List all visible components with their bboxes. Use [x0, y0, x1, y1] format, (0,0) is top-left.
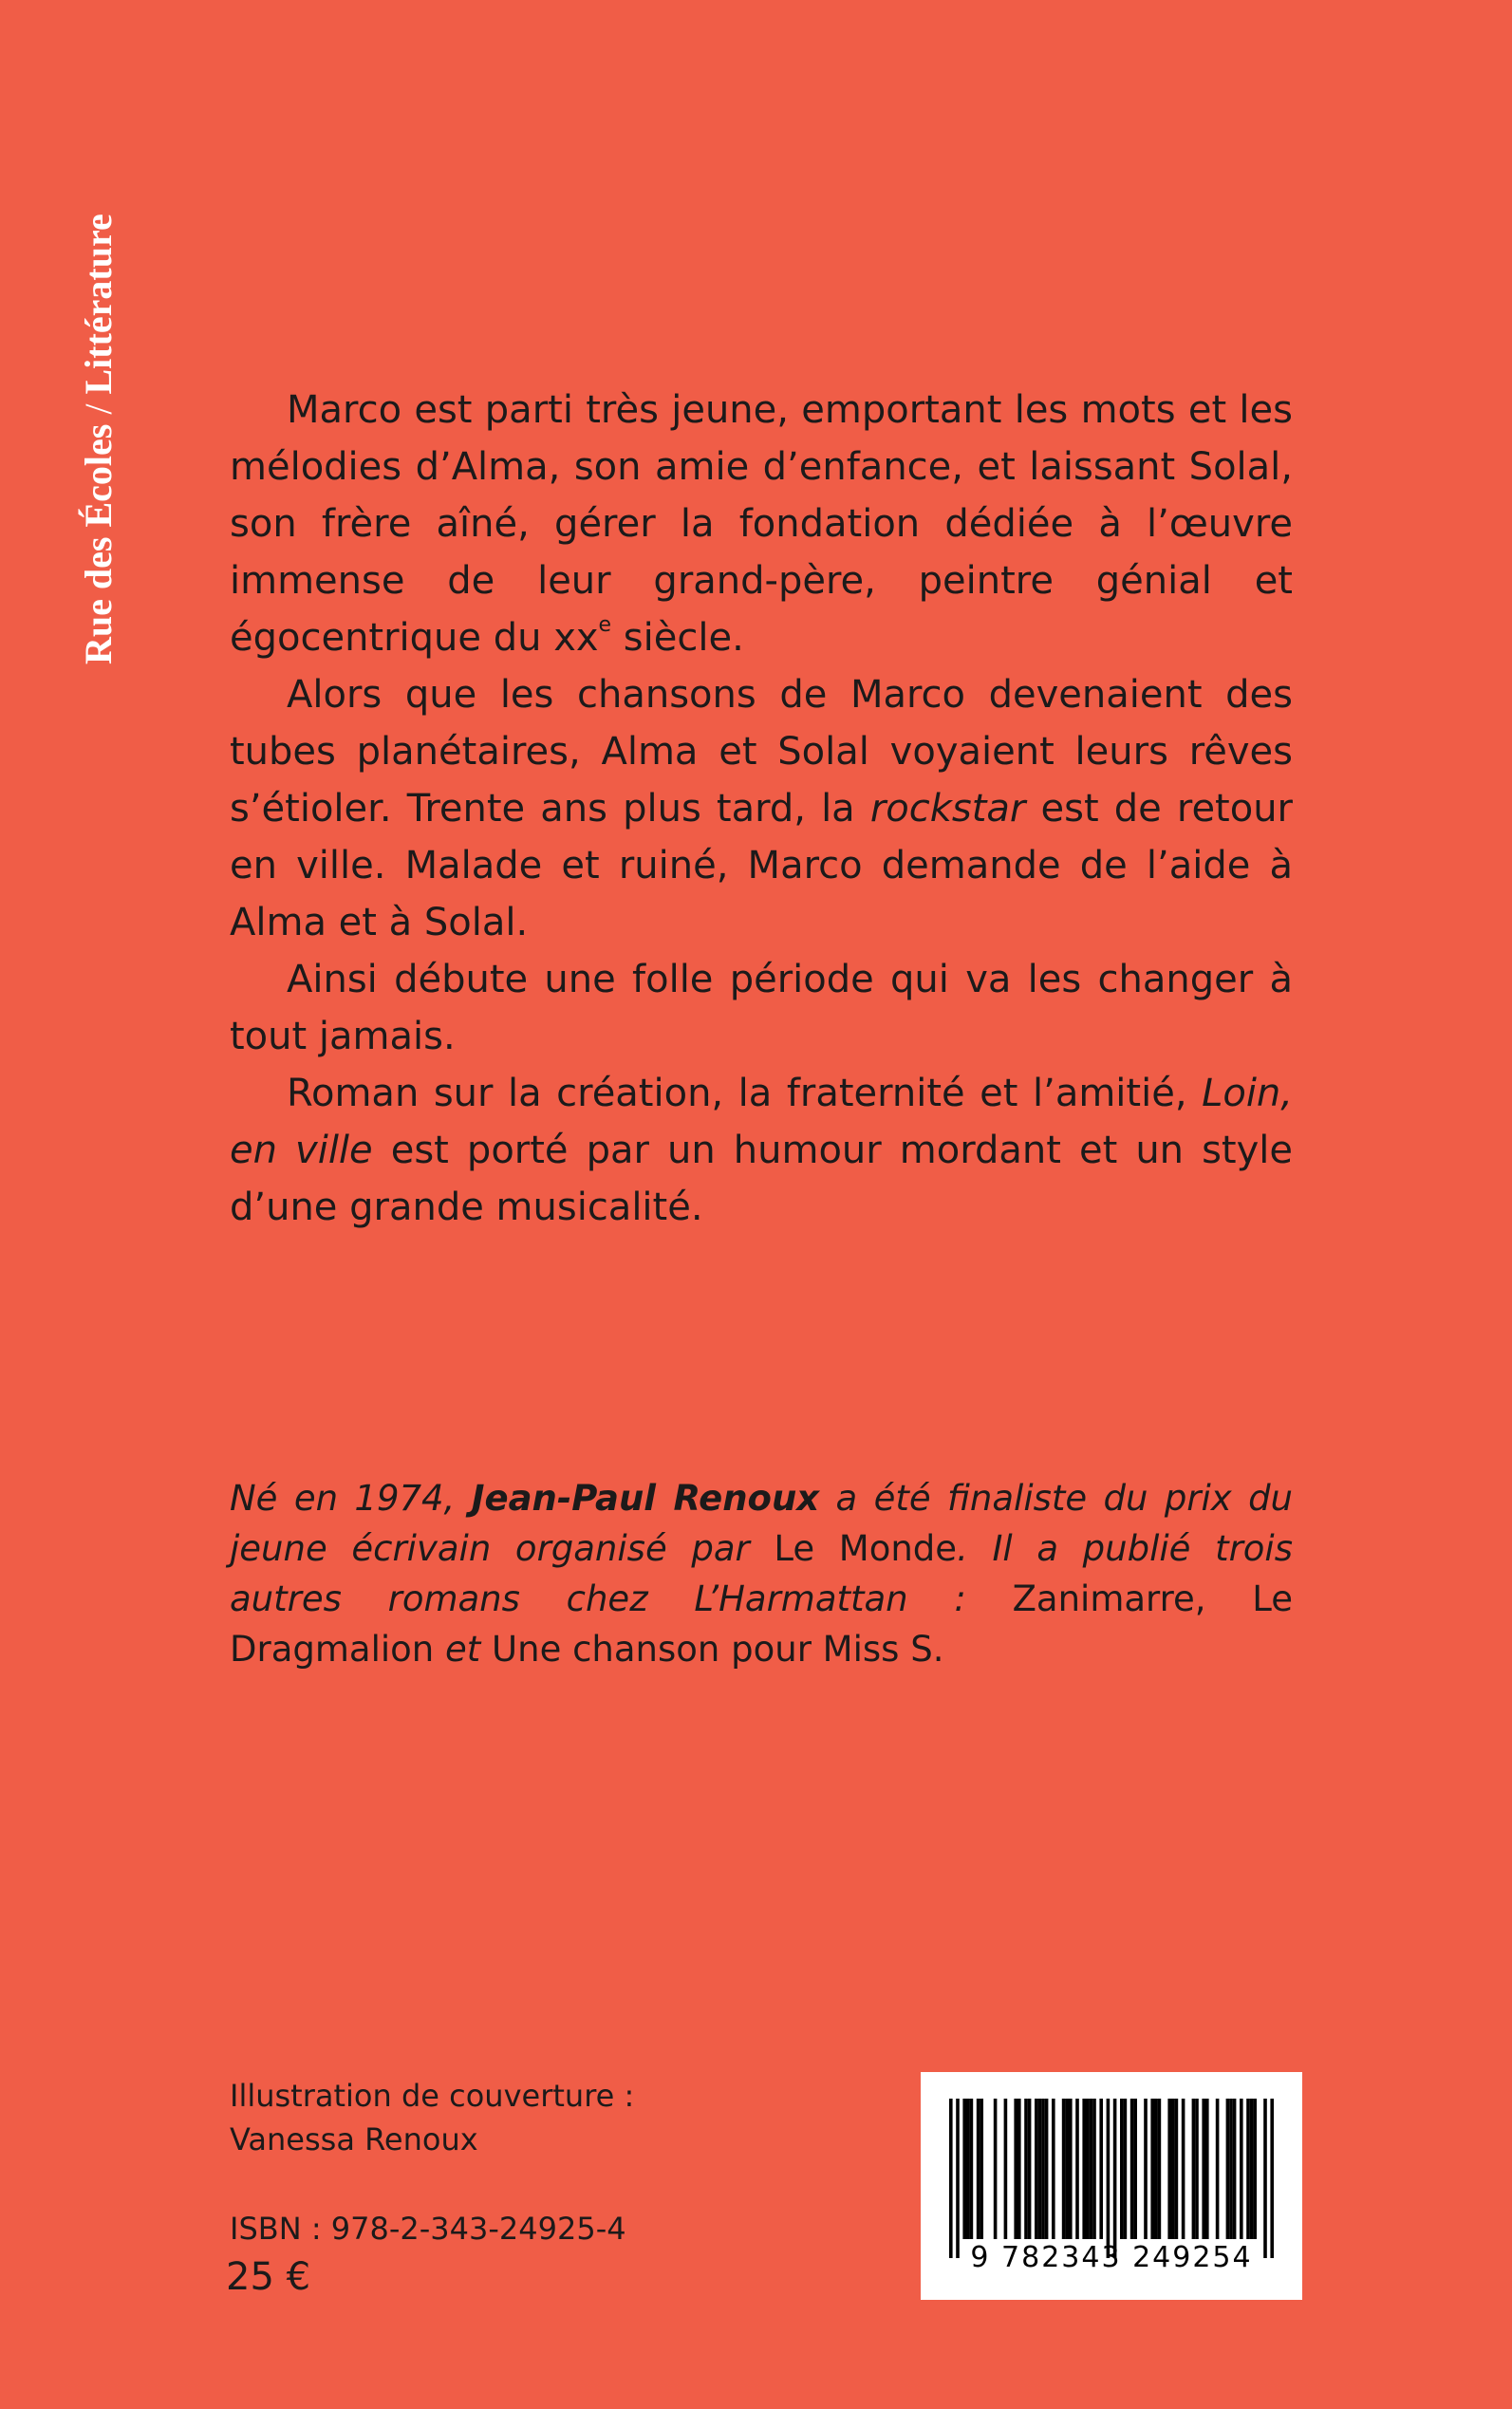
barcode-bar: [1017, 2099, 1021, 2239]
barcode-bar: [1246, 2099, 1250, 2239]
barcode-bar: [1092, 2099, 1096, 2239]
barcode-bar: [1182, 2099, 1185, 2239]
barcode-bar: [980, 2099, 983, 2239]
barcode-bar: [1065, 2099, 1069, 2239]
summary-paragraph-4: Roman sur la création, la fraternité et l’amitié, Loin, en ville est porté par un humour mordant et un style d’une grande musicalité.: [230, 1072, 1294, 1229]
summary-paragraph-3: Ainsi débute une folle période qui va les changer à tout jamais.: [230, 958, 1293, 1058]
author-name: Jean-Paul Renoux: [471, 1478, 820, 1519]
barcode-bar: [970, 2099, 974, 2239]
barcode-bar: [1253, 2099, 1257, 2239]
barcode-bar: [956, 2099, 960, 2258]
barcode-bar: [1041, 2099, 1045, 2239]
credit-label: Illustration de couverture :: [230, 2078, 635, 2114]
barcode-bar: [1124, 2099, 1128, 2239]
barcode-bar: [1263, 2099, 1267, 2258]
illustration-credit: [230, 2074, 634, 2161]
barcode: [921, 2072, 1302, 2300]
summary-paragraph-2: Alors que les chansons de Marco devenaient des tubes planétaires, Alma et Solal voyaient leurs rêves s’étioler. Trente ans plus tard, la rockstar est de retour en ville. Malade et ruiné, Marco demande de l’aide à Alma et à Solal.: [230, 673, 1293, 944]
barcode-bar: [1090, 2099, 1093, 2239]
author-bio: Né en 1974, Jean-Paul Renoux a été finaliste du prix du jeune écrivain organisé par Le Monde. Il a publié trois autres romans chez L’Harmattan : Zanimarre, Le Dragmalion et Une chanson pour Miss S.: [230, 1478, 1294, 1670]
barcode-bar: [1062, 2099, 1066, 2239]
barcode-bar: [1175, 2099, 1179, 2239]
barcode-bar: [1192, 2099, 1196, 2239]
price: 25 €: [226, 2255, 311, 2299]
book-summary: [230, 382, 1293, 1236]
barcode-bar: [1171, 2099, 1175, 2239]
barcode-bar: [962, 2099, 966, 2239]
barcode-bar: [1205, 2099, 1209, 2239]
barcode-bar: [1270, 2099, 1274, 2258]
summary-paragraph-1: Marco est parti très jeune, emportant les mots et les mélodies d’Alma, son amie d’enfance, et laissant Solal, son frère aîné, gérer la fondation dédiée à l’œuvre immense de leur grand-père, peintre génial et égocentrique du $xx^e$ siècle.: [230, 388, 1293, 660]
barcode-bar: [1113, 2099, 1117, 2258]
barcode-bar: [1226, 2099, 1230, 2239]
barcode-bar: [1045, 2099, 1049, 2239]
barcode-bar: [1158, 2099, 1162, 2239]
category-name: Littérature: [77, 214, 120, 395]
barcode-bar: [1086, 2099, 1090, 2239]
barcode-bar: [1082, 2099, 1086, 2239]
barcode-bar: [1167, 2099, 1171, 2239]
barcode-bar: [1099, 2099, 1103, 2239]
credit-name: Vanessa Renoux: [230, 2121, 478, 2157]
barcode-bar: [1028, 2099, 1032, 2239]
barcode-bar: [1107, 2099, 1111, 2258]
barcode-bar: [1250, 2099, 1254, 2239]
barcode-bar: [1233, 2099, 1237, 2239]
barcode-digits: 9 782343 249254: [970, 2241, 1253, 2274]
barcode-bar: [1240, 2099, 1243, 2239]
series-name: Rue des Écoles: [77, 423, 120, 664]
barcode-bar: [1195, 2099, 1199, 2239]
barcode-bar: [966, 2099, 970, 2239]
barcode-bar: [1144, 2099, 1148, 2239]
isbn: ISBN : 978-2-343-24925-4: [230, 2211, 626, 2247]
barcode-bar: [977, 2099, 980, 2239]
spine-title: [78, 214, 120, 664]
barcode-bar: [1216, 2099, 1220, 2239]
barcode-bar: [1035, 2099, 1038, 2239]
barcode-bar: [1154, 2099, 1158, 2239]
barcode-bar: [1150, 2099, 1154, 2239]
barcode-bar: [1038, 2099, 1042, 2239]
barcode-bar: [1075, 2099, 1079, 2239]
barcode-bar: [1202, 2099, 1205, 2239]
barcode-bar: [1014, 2099, 1017, 2239]
spine-separator: /: [77, 394, 120, 424]
barcode-bar: [994, 2099, 998, 2239]
barcode-bar: [1004, 2099, 1008, 2239]
barcode-bar: [1052, 2099, 1055, 2239]
barcode-bar: [1130, 2099, 1134, 2239]
barcode-bar: [949, 2099, 953, 2258]
barcode-bar: [1120, 2099, 1124, 2239]
barcode-bar: [1069, 2099, 1073, 2239]
barcode-bar: [1229, 2099, 1233, 2239]
barcode-bar: [1024, 2099, 1028, 2239]
barcode-bar: [1133, 2099, 1137, 2239]
